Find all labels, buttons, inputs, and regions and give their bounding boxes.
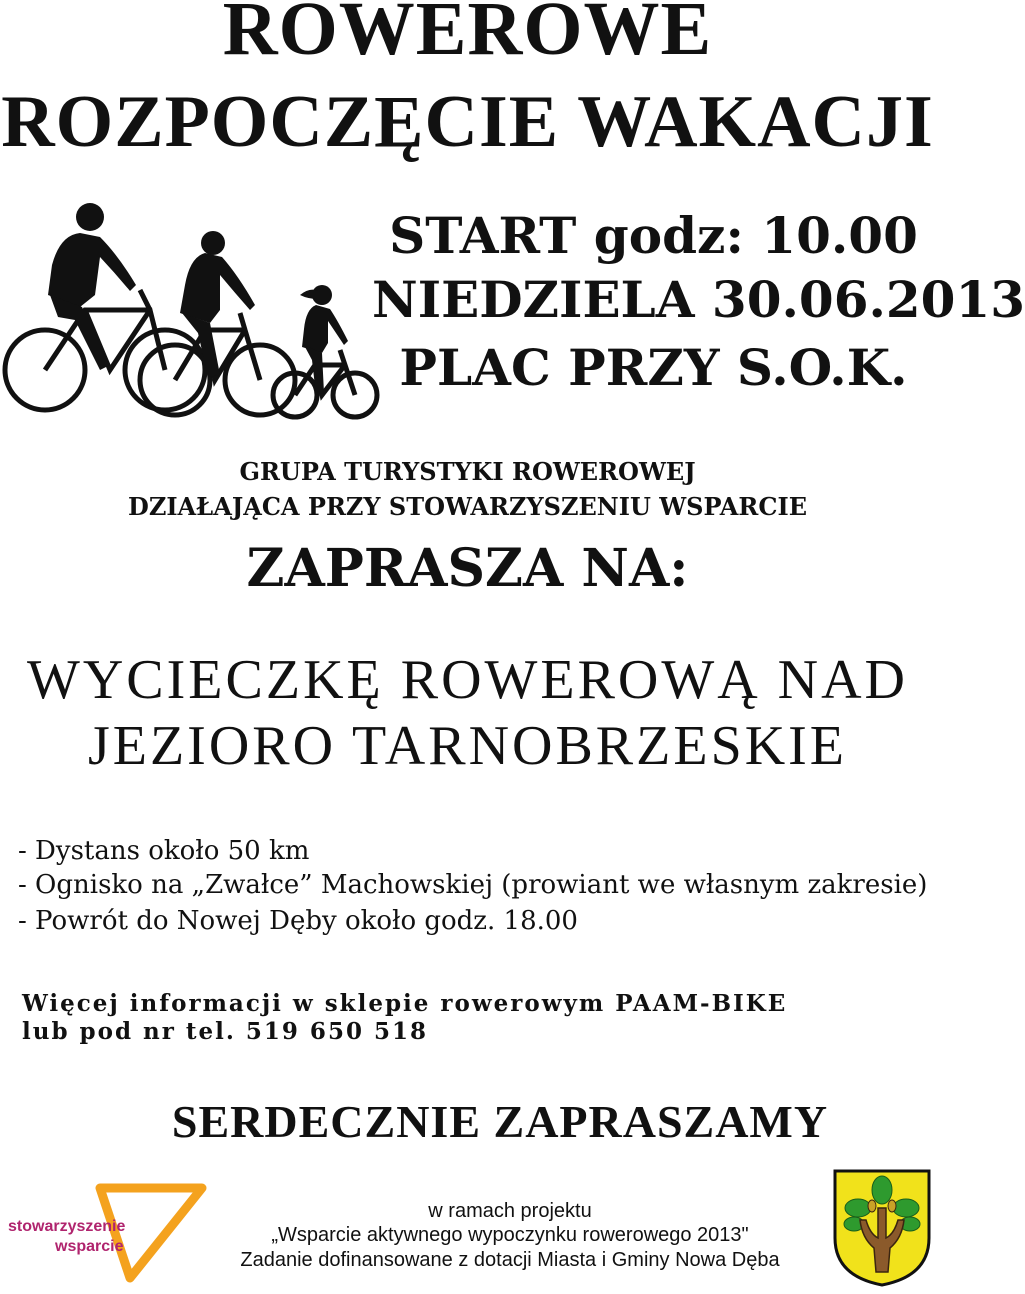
title-line-1: ROWEROWE [222, 0, 713, 71]
organizer-line-1: GRUPA TURYSTYKI ROWEROWEJ [239, 457, 696, 486]
closing-heading: SERDECZNIE ZAPRASZAMY [171, 1096, 829, 1147]
event-date: NIEDZIELA 30.06.2013 [372, 270, 1025, 329]
event-place: PLAC PRZY S.O.K. [399, 338, 908, 397]
more-info-line-2: lub pod nr tel. 519 650 518 [22, 1018, 428, 1045]
detail-item: - Ognisko na „Zwałce” Machowskiej (prowiant we własnym zakresie) [18, 870, 928, 900]
trip-line-2: JEZIORO TARNOBRZESKIE [87, 715, 848, 777]
trip-line-1: WYCIECZKĘ ROWEROWĄ NAD [27, 649, 908, 711]
logo-text-line-1: stowarzyszenie [8, 1218, 126, 1235]
logo-text-line-2: wsparcie [55, 1238, 124, 1255]
more-info-line-1: Więcej informacji w sklepie rowerowym PAAM-BIKE [22, 990, 788, 1017]
invite-heading: ZAPRASZA NA: [246, 538, 689, 599]
project-line-1: w ramach projektu [428, 1200, 592, 1222]
project-line-3: Zadanie dofinansowane z dotacji Miasta i Gminy Nowa Dęba [240, 1249, 780, 1271]
detail-item: - Powrót do Nowej Dęby około godz. 18.00 [18, 906, 578, 936]
project-line-2: „Wsparcie aktywnego wypoczynku rowerowego 2013" [271, 1224, 749, 1246]
family-cyclists-silhouette-icon [0, 195, 380, 420]
organizer-line-2: DZIAŁAJĄCA PRZY STOWARZYSZENIU WSPARCIE [128, 492, 807, 521]
nowa-deba-coat-of-arms-icon [832, 1168, 932, 1288]
detail-item: - Dystans około 50 km [18, 836, 310, 866]
event-start-time: START godz: 10.00 [389, 206, 918, 265]
title-line-2: ROZPOCZĘCIE WAKACJI [1, 81, 934, 163]
